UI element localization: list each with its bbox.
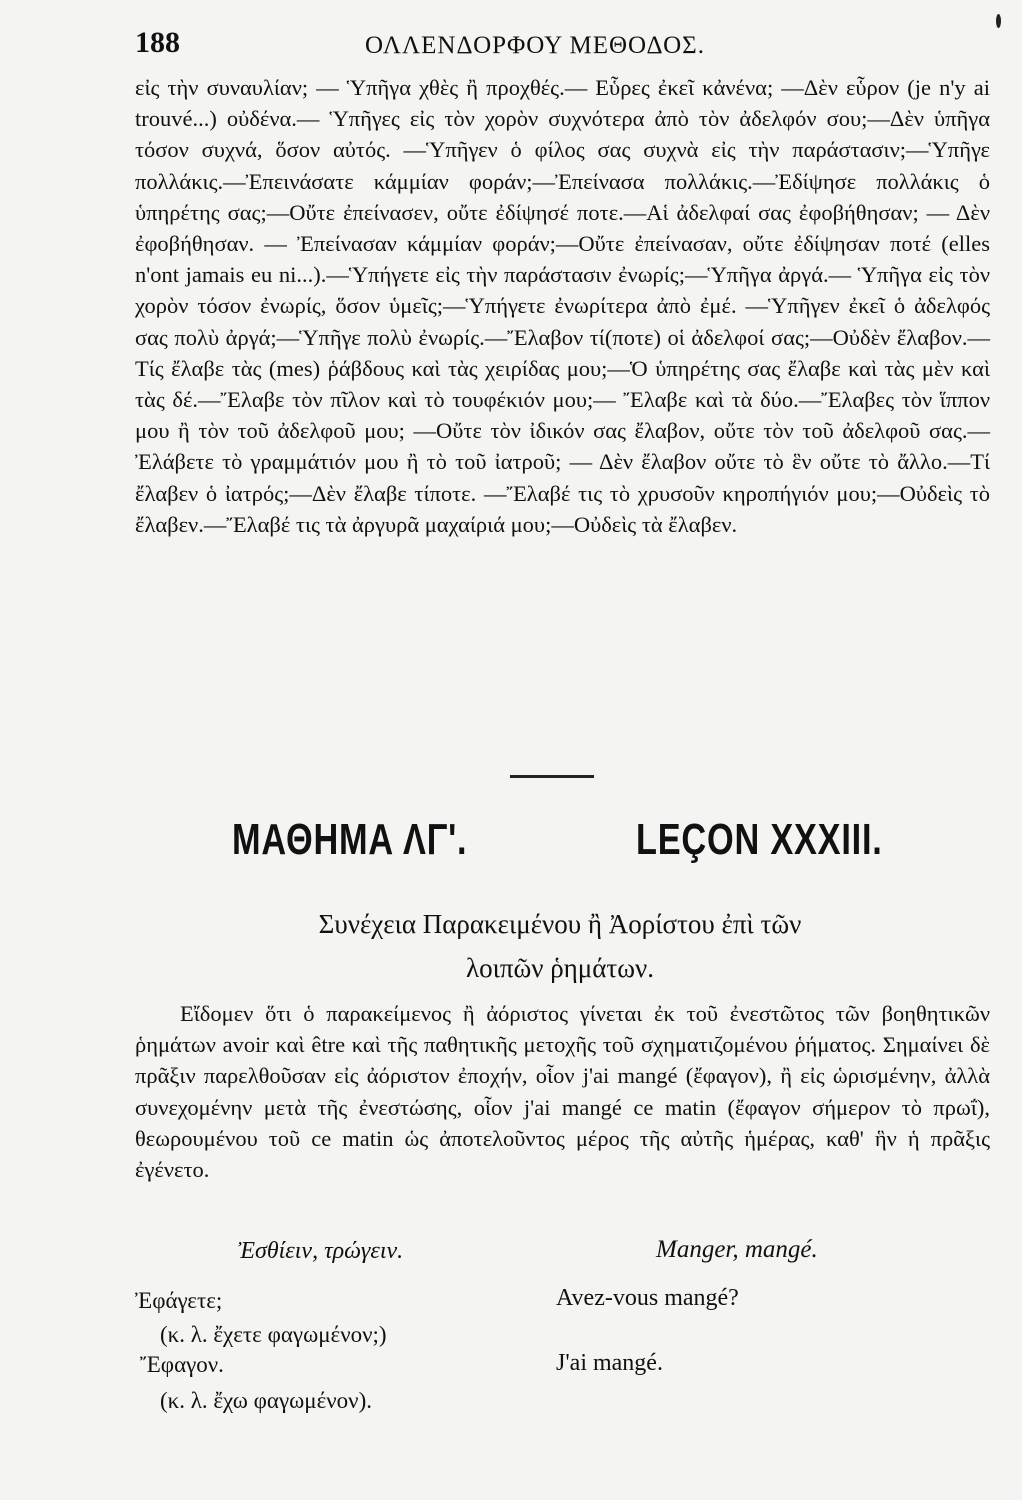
section-divider — [510, 775, 594, 778]
example-answer-french: J'ai mangé. — [556, 1350, 663, 1376]
running-head: ΟΛΛΕΝΔΟΡΦΟΥ ΜΕΘΟΔΟΣ. — [365, 32, 705, 59]
lesson-title-french: LEÇON XXXIII. — [636, 815, 883, 864]
lesson-title-greek: ΜΑΘΗΜΑ ΛΓʹ. — [232, 815, 468, 864]
example-answer-greek-note: (κ. λ. ἔχω φαγωμένον). — [160, 1388, 372, 1413]
subtitle-line-2: λοιπῶν ῥημάτων. — [465, 953, 654, 983]
lesson-subtitle — [180, 902, 940, 990]
vocabulary-french: Manger, mangé. — [656, 1236, 818, 1263]
page-header — [135, 26, 982, 66]
example-answer-greek: Ἔφαγον. — [140, 1352, 224, 1377]
lesson-paragraph: Εἴδομεν ὅτι ὁ παρακείμενος ἢ ἀόριστος γίνεται ἐκ τοῦ ἐνεστῶτος τῶν βοηθητικῶν ῥημάτων avoir καὶ être καὶ τῆς παθητικῆς μετοχῆς τοῦ σχηματιζομένου ῥήματος. Σημαίνει δὲ πρᾶξιν παρελθοῦσαν εἰς ἀόριστον ἐποχήν, οἷον j'ai mangé (ἔφαγον), ἢ εἰς ὡρισμένην, ἀλλὰ συνεχομένην μετὰ τῆς ἐνεστώσης, οἷον j'ai mangé ce matin (ἔφαγον σήμερον τὸ πρωΐ), θεωρουμένου τοῦ ce matin ὡς ἀποτελοῦντος μέρος τῆς αὐτῆς ἡμέρας, καθ' ἣν ἡ πρᾶξις ἐγένετο. — [135, 1001, 990, 1183]
example-question-greek: Ἐφάγετε; — [135, 1288, 223, 1313]
page-number: 188 — [135, 26, 180, 59]
exercises-paragraph: εἰς τὴν συναυλίαν; — Ὑπῆγα χθὲς ἢ προχθές.— Εὗρες ἐκεῖ κἀνένα; —Δὲν εὗρον (je n'y ai trouvé...) οὐδένα.— Ὑπῆγες εἰς τὸν χορὸν συχνότερα ἀπὸ τὸν ἀδελφόν σου;—Δὲν ὑπῆγα τόσον συχνά, ὅσον αὐτός. —Ὑπῆγεν ὁ φίλος σας συχνὰ εἰς τὴν παράστασιν;—Ὑπῆγε πολλάκις.—Ἐπεινάσατε κάμμίαν φοράν;—Ἐπείνασα πολλάκις.—Ἐδίψησε πολλάκις ὁ ὑπηρέτης σας;—Οὔτε ἐπείνασεν, οὔτε ἐδίψησέ ποτε.—Αἱ ἀδελφαί σας ἐφοβήθησαν; — Δὲν ἐφοβήθησαν. — Ἐπείνασαν κάμμίαν φοράν;—Οὔτε ἐπείνασαν, οὔτε ἐδίψησαν ποτέ (elles n'ont jamais eu ni...).—Ὑπήγετε εἰς τὴν παράστασιν ἐνωρίς;—Ὑπῆγα ἀργά.— Ὑπῆγα εἰς τὸν χορὸν τόσον ἐνωρίς, ὅσον ὑμεῖς;—Ὑπήγετε ἐνωρίτερα ἀπὸ ἐμέ. —Ὑπῆγεν ἐκεῖ ὁ ἀδελφός σας πολὺ ἀργά;—Ὑπῆγε πολὺ ἐνωρίς.—Ἔλαβον τί(ποτε) οἱ ἀδελφοί σας;—Οὐδὲν ἔλαβον.—Τίς ἔλαβε τὰς (mes) ῥάβδους καὶ τὰς χειρίδας μου;—Ὁ ὑπηρέτης σας ἔλαβε καὶ τὰς μὲν καὶ τὰς δέ.—Ἔλαβε τὸν πῖλον καὶ τὸ τουφέκιόν μου;— Ἔλαβε καὶ τὰ δύο.—Ἔλαβες τὸν ἵππον μου ἢ τὸν τοῦ ἀδελφοῦ μου; —Οὔτε τὸν ἰδικόν σας ἔλαβον, οὔτε τὸν τοῦ ἀδελφοῦ σας.—Ἐλάβετε τὸ γραμμάτιόν μου ἢ τὸ τοῦ ἰατροῦ; — Δὲν ἔλαβον οὔτε τὸ ἓν οὔτε τὸ ἄλλο.—Τί ἔλαβεν ὁ ἰατρός;—Δὲν ἔλαβε τίποτε. —Ἔλαβέ τις τὸ χρυσοῦν κηροπήγιόν μου;—Οὐδεὶς τὸ ἔλαβεν.—Ἔλαβέ τις τὰ ἀργυρᾶ μαχαίριά μου;—Οὐδεὶς τὰ ἔλαβεν. — [135, 75, 990, 537]
vocabulary-greek: Ἐσθίειν, τρώγειν. — [238, 1238, 404, 1264]
example-question-french: Avez-vous mangé? — [556, 1285, 739, 1311]
page-speck — [996, 14, 1001, 28]
subtitle-line-1: Συνέχεια Παρακειμένου ἢ Ἀορίστου ἐπὶ τῶν — [318, 909, 802, 939]
example-question-greek-note: (κ. λ. ἔχετε φαγωμένον;) — [160, 1322, 387, 1347]
